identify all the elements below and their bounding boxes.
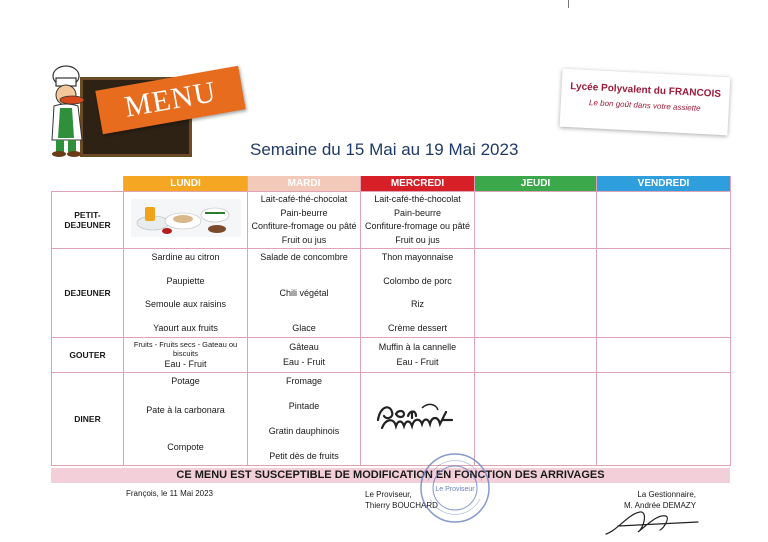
cell-pd-vendredi (597, 192, 731, 249)
menu-item: Semoule aux raisins (144, 299, 227, 310)
menu-banner: MENU (95, 66, 245, 135)
stamp-text: Le Proviseur (435, 486, 475, 493)
menu-item: Eau - Fruit (164, 358, 207, 369)
day-header-mercredi: MERCREDI (361, 176, 475, 192)
menu-item: Pain-beurre (393, 207, 442, 218)
menu-item: Sardine au citron (151, 252, 220, 262)
cell-gou-lundi (124, 338, 248, 373)
menu-item: Petit dès de fruits (269, 451, 339, 461)
row-label-dejeuner: DEJEUNER (52, 249, 124, 338)
menu-item: Pintade (288, 401, 320, 411)
day-header-row (52, 176, 731, 192)
cell-gou-vendredi (597, 338, 731, 373)
row-label-diner: DINER (52, 373, 124, 466)
table-row (52, 338, 731, 373)
lycee-card (560, 69, 731, 136)
row-label-petit-dejeuner: PETIT-DEJEUNER (52, 192, 124, 249)
proviseur-title: Le Proviseur, (365, 490, 412, 499)
corner-cell (52, 176, 124, 192)
menu-item: Chili végétal (279, 287, 329, 298)
scan-mark (568, 0, 569, 8)
row-label-gouter: GOUTER (52, 338, 124, 373)
menu-item: Fruit ou jus (395, 234, 440, 245)
table-row (52, 192, 731, 249)
menu-item: Colombo de porc (383, 275, 452, 286)
menu-item: Gâteau (289, 342, 319, 352)
cell-din-jeudi (475, 373, 597, 466)
cell-gou-mardi (248, 338, 361, 373)
cell-dej-jeudi (475, 249, 597, 338)
day-header-mardi: MARDI (248, 176, 361, 192)
official-stamp (418, 451, 492, 525)
breakfast-photo (131, 199, 241, 237)
menu-item: Salade de concombre (260, 252, 348, 262)
menu-item: Pate à la carbonara (146, 405, 225, 415)
menu-item: Fruits - Fruits secs - Gateau ou biscuits (133, 340, 238, 359)
cell-din-mardi (248, 373, 361, 466)
menu-item: Crème dessert (387, 322, 448, 333)
gestion-title: La Gestionnaire, (637, 490, 697, 499)
cell-dej-mardi (248, 249, 361, 338)
cell-dej-lundi (124, 249, 248, 338)
menu-item: Muffin à la cannelle (378, 342, 457, 352)
day-header-jeudi: JEUDI (475, 176, 597, 192)
cell-din-lundi (124, 373, 248, 466)
day-header-vendredi: VENDREDI (597, 176, 731, 192)
day-header-lundi: LUNDI (124, 176, 248, 192)
table-row (52, 249, 731, 338)
menu-item: Yaourt aux fruits (153, 322, 218, 333)
menu-item: Fruit ou jus (281, 234, 327, 245)
cell-dej-mercredi (361, 249, 475, 338)
place-date: François, le 11 Mai 2023 (126, 489, 214, 498)
menu-item: Pain-beurre (280, 207, 328, 218)
cell-pd-jeudi (475, 192, 597, 249)
breakfast-image-cell (124, 192, 248, 249)
menu-item: Potage (171, 376, 200, 386)
menu-item: Lait-café-thé-chocolat (260, 194, 348, 204)
menu-item: Confiture-fromage ou pâté (364, 221, 471, 232)
bon-appetit-lettering (372, 398, 462, 432)
signature (598, 504, 708, 540)
cell-dej-vendredi (597, 249, 731, 338)
cell-din-vendredi (597, 373, 731, 466)
cell-pd-mardi (248, 192, 361, 249)
menu-item: Gratin dauphinois (268, 426, 340, 436)
menu-item: Riz (411, 299, 424, 310)
menu-item: Glace (292, 323, 316, 333)
lycee-slogan: Le bon goût dans votre assiette (588, 98, 701, 113)
modification-notice: CE MENU EST SUSCEPTIBLE DE MODIFICATION EN FONCTION DES ARRIVAGES (51, 468, 730, 483)
menu-item: Paupiette (166, 275, 205, 286)
menu-item: Fromage (285, 376, 322, 386)
chef-icon (44, 62, 104, 158)
menu-item: Compote (167, 442, 204, 452)
menu-item: Lait-café-thé-chocolat (374, 194, 461, 204)
cell-pd-mercredi (361, 192, 475, 249)
menu-item: Thon mayonnaise (381, 252, 454, 262)
cell-gou-mercredi (361, 338, 475, 373)
menu-item: Eau - Fruit (396, 357, 439, 367)
menu-item: Eau - Fruit (282, 357, 325, 367)
proviseur-name: Thierry BOUCHARD (365, 501, 438, 510)
lycee-name: Lycée Polyvalent du FRANCOIS (570, 81, 722, 100)
gestion-name: M. Andrée DEMAZY (624, 501, 697, 510)
week-title: Semaine du 15 Mai au 19 Mai 2023 (250, 140, 519, 159)
cell-gou-jeudi (475, 338, 597, 373)
menu-item: Confiture-fromage ou pâté (251, 221, 357, 232)
